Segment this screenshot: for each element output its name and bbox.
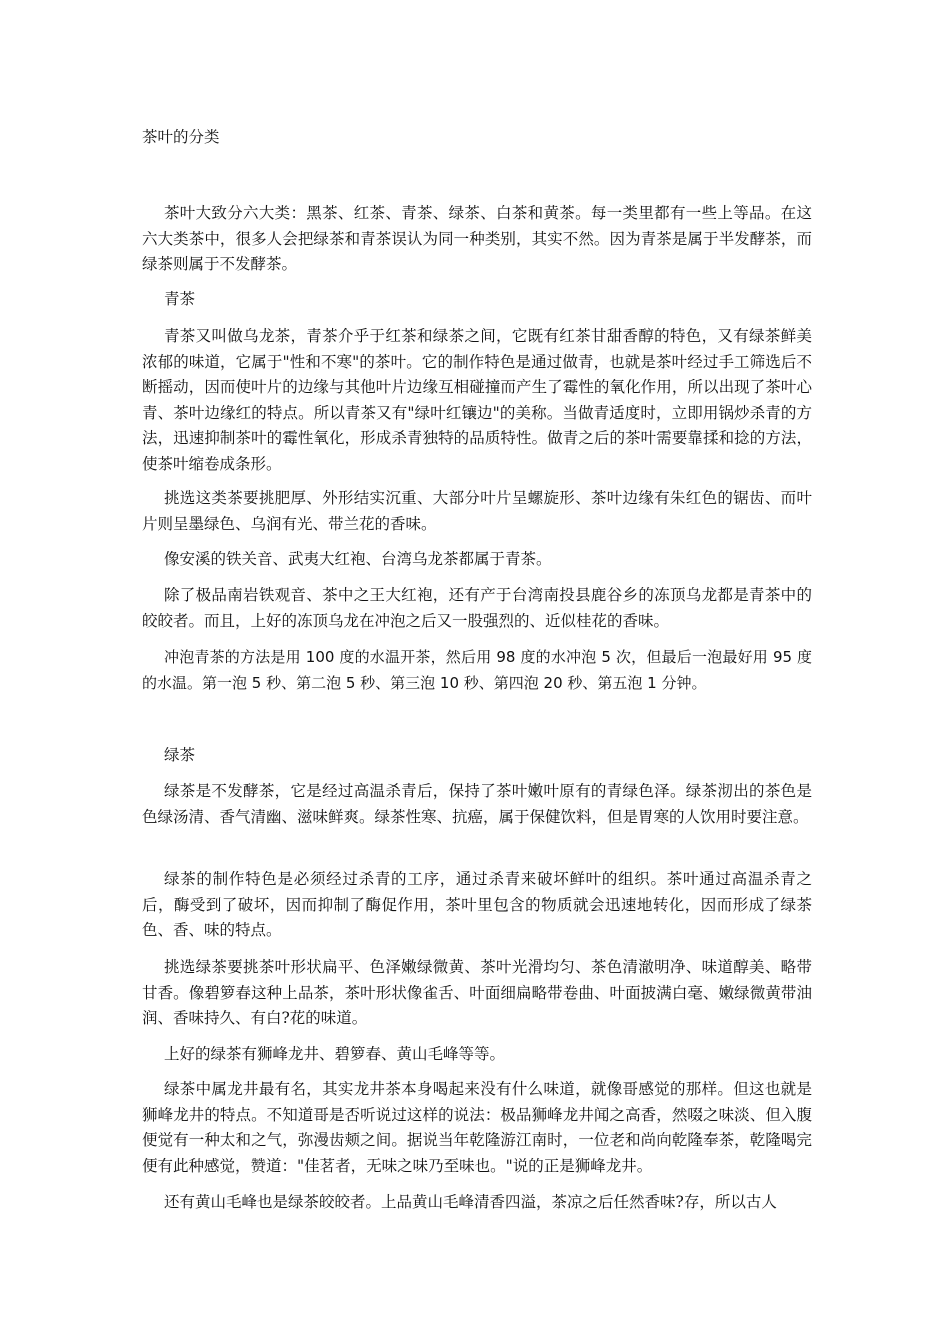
lvcha-paragraph-6: 还有黄山毛峰也是绿茶皎皎者。上品黄山毛峰清香四溢，茶凉之后任然香味?存，所以古人: [164, 1193, 777, 1211]
intro-paragraph: 茶叶大致分六大类：黑茶、红茶、青茶、绿茶、白茶和黄茶。每一类里都有一些上等品。在这六大类茶中，很多人会把绿茶和青茶误认为同一种类别，其实不然。因为青茶是属于半发酵茶，而绿茶则属于不发酵茶。: [142, 204, 812, 273]
document-title: 茶叶的分类: [142, 128, 220, 146]
qingcha-paragraph-5: 冲泡青茶的方法是用 100 度的水温开茶，然后用 98 度的水冲泡 5 次，但最后一泡最好用 95 度的水温。第一泡 5 秒、第二泡 5 秒、第三泡 10 秒、第四泡 20 秒、第五泡 1 分钟。: [142, 648, 812, 692]
section-heading-qingcha: 青茶: [164, 290, 196, 308]
qingcha-paragraph-2: 挑选这类茶要挑肥厚、外形结实沉重、大部分叶片呈螺旋形、茶叶边缘有朱红色的锯齿、而叶片则呈墨绿色、乌润有光、带兰花的香味。: [142, 489, 812, 533]
qingcha-paragraph-1: 青茶又叫做乌龙茶，青茶介乎于红茶和绿茶之间，它既有红茶甘甜香醇的特色，又有绿茶鲜美浓郁的味道，它属于"性和不寒"的茶叶。它的制作特色是通过做青，也就是茶叶经过手工筛选后不断摇动，因而使叶片的边缘与其他叶片边缘互相碰撞而产生了霉性的氧化作用，所以出现了茶叶心青、茶叶边缘红的特点。所以青茶又有"绿叶红镶边"的美称。当做青适度时，立即用锅炒杀青的方法，迅速抑制茶叶的霉性氧化，形成杀青独特的品质特性。做青之后的茶叶需要靠揉和捻的方法，使茶叶缩卷成条形。: [142, 327, 812, 473]
lvcha-paragraph-1: 绿茶是不发酵茶，它是经过高温杀青后，保持了茶叶嫩叶原有的青绿色泽。绿茶沏出的茶色是色绿汤清、香气清幽、滋味鲜爽。绿茶性寒、抗癌，属于保健饮料，但是胃寒的人饮用时要注意。: [142, 782, 812, 826]
qingcha-paragraph-3: 像安溪的铁关音、武夷大红袍、台湾乌龙茶都属于青茶。: [164, 550, 552, 568]
section-heading-lvcha: 绿茶: [164, 746, 196, 764]
lvcha-paragraph-4: 上好的绿茶有狮峰龙井、碧箩春、黄山毛峰等等。: [164, 1045, 506, 1063]
lvcha-paragraph-2: 绿茶的制作特色是必须经过杀青的工序，通过杀青来破坏鲜叶的组织。茶叶通过高温杀青之后，酶受到了破坏，因而抑制了酶促作用，茶叶里包含的物质就会迅速地转化，因而形成了绿茶色、香、味的特点。: [142, 870, 812, 939]
qingcha-paragraph-4: 除了极品南岩铁观音、茶中之王大红袍，还有产于台湾南投县鹿谷乡的冻顶乌龙都是青茶中的皎皎者。而且，上好的冻顶乌龙在冲泡之后又一股强烈的、近似桂花的香味。: [142, 586, 812, 630]
lvcha-paragraph-3: 挑选绿茶要挑茶叶形状扁平、色泽嫩绿微黄、茶叶光滑均匀、茶色清澈明净、味道醇美、略带甘香。像碧箩春这种上品茶，茶叶形状像雀舌、叶面细扁略带卷曲、叶面披满白毫、嫩绿微黄带油润、香味持久、有白?花的味道。: [142, 958, 812, 1027]
lvcha-paragraph-5: 绿茶中属龙井最有名，其实龙井茶本身喝起来没有什么味道，就像哥感觉的那样。但这也就是狮峰龙井的特点。不知道哥是否听说过这样的说法：极品狮峰龙井闻之高香，然啜之味淡、但入腹便觉有一种太和之气，弥漫齿颊之间。据说当年乾隆游江南时，一位老和尚向乾隆奉茶，乾隆喝完便有此种感觉，赞道："佳茗者，无味之味乃至味也。"说的正是狮峰龙井。: [142, 1080, 812, 1175]
